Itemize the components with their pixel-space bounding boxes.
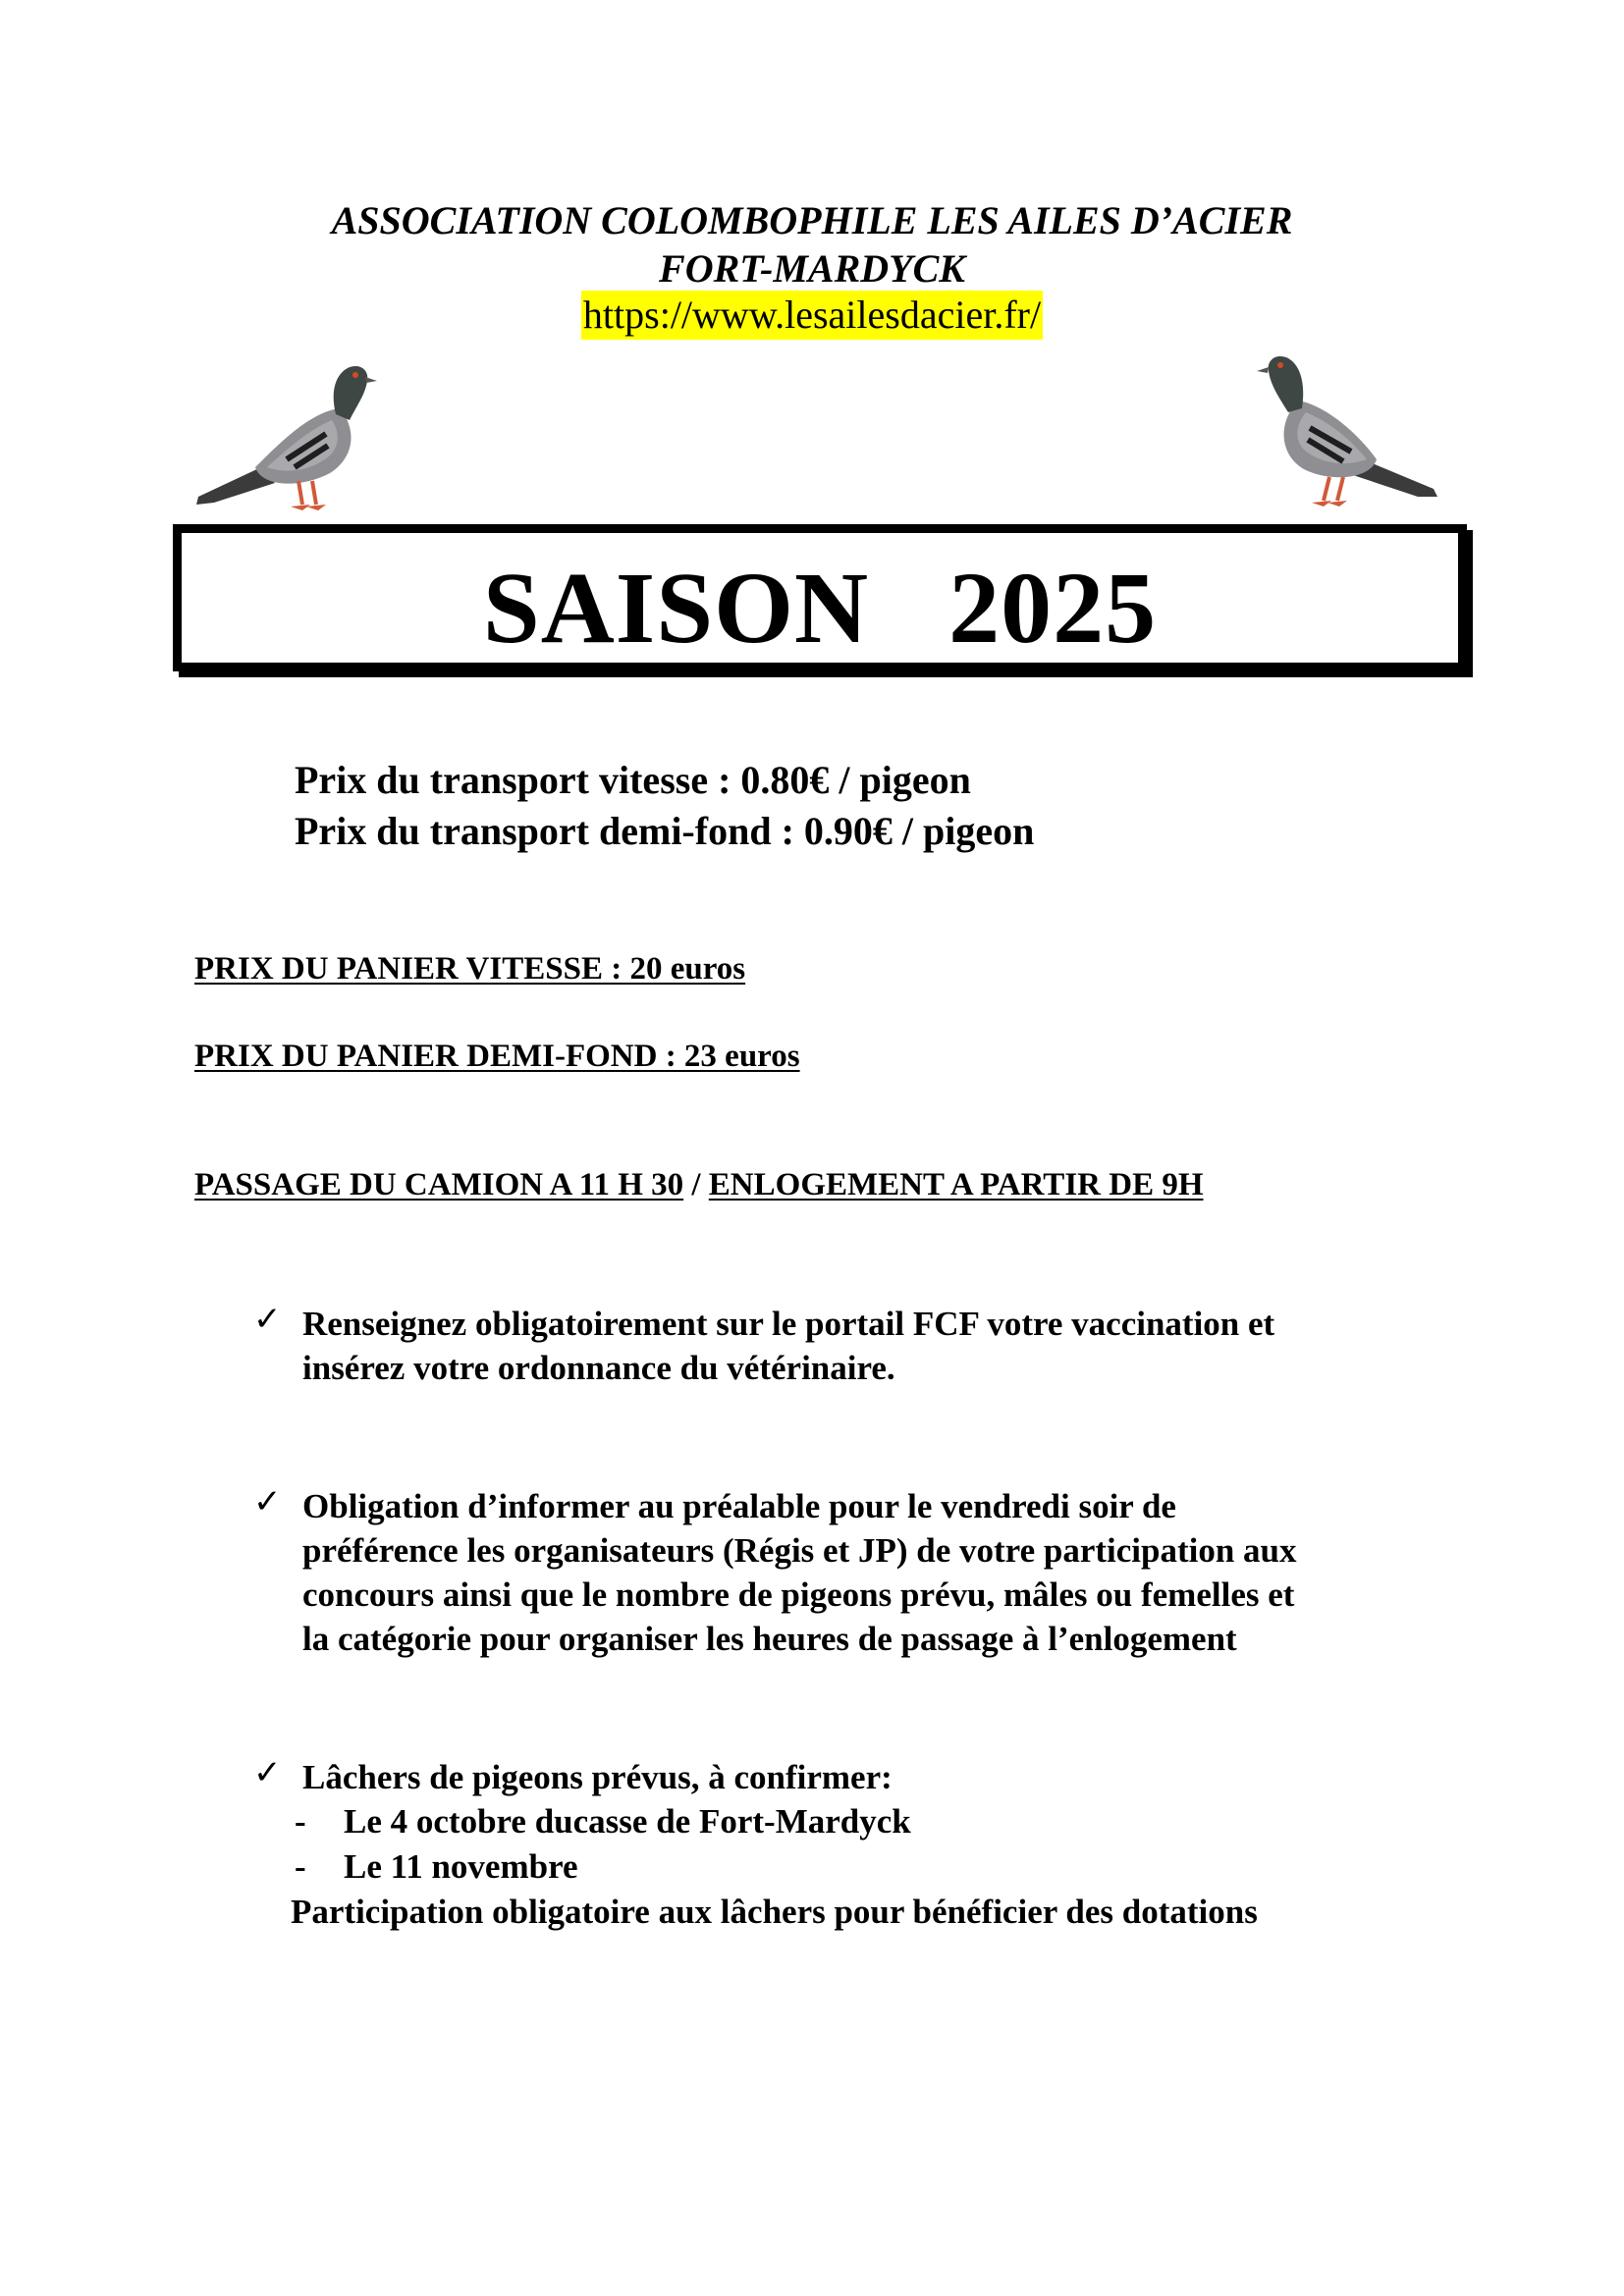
association-name: ASSOCIATION COLOMBOPHILE LES AILES D’ACIER xyxy=(331,198,1293,242)
closing-note: Participation obligatoire aux lâchers pour bénéficier des dotations xyxy=(291,1893,1258,1931)
release-date-item: Le 4 octobre ducasse de Fort-Mardyck xyxy=(344,1802,911,1841)
instruction-line: Obligation d’informer au préalable pour le vendredi soir de xyxy=(302,1487,1176,1525)
instruction-releases xyxy=(302,1755,1432,1799)
basket-price-demi-fond xyxy=(194,1036,800,1077)
schedule-separator: / xyxy=(683,1167,709,1202)
season-banner xyxy=(173,524,1467,671)
transport-price-vitesse: Prix du transport vitesse : 0.80€ / pigeon xyxy=(295,758,971,802)
association-city: FORT-MARDYCK xyxy=(659,246,965,291)
season-title: SAISON 2025 xyxy=(482,552,1158,665)
instruction-line: la catégorie pour organiser les heures de passage à l’enlogement xyxy=(302,1620,1237,1658)
check-icon: ✓ xyxy=(253,1753,282,1792)
instruction-vaccination xyxy=(302,1302,1432,1390)
instruction-line: Lâchers de pigeons prévus, à confirmer: xyxy=(302,1758,893,1796)
release-date-item: Le 11 novembre xyxy=(344,1847,578,1886)
basket-price-vitesse-text: PRIX DU PANIER VITESSE : 20 euros xyxy=(194,951,746,987)
instruction-line: concours ainsi que le nombre de pigeons prévu, mâles ou femelles et xyxy=(302,1575,1295,1614)
truck-time: PASSAGE DU CAMION A 11 H 30 xyxy=(194,1167,684,1202)
basketing-time: ENLOGEMENT A PARTIR DE 9H xyxy=(708,1167,1204,1202)
instruction-participation xyxy=(302,1484,1432,1661)
website-wrapper xyxy=(0,291,1624,340)
pigeon-right-image xyxy=(1255,342,1441,528)
basket-price-vitesse xyxy=(194,948,745,989)
instruction-line: Renseignez obligatoirement sur le portail FCF votre vaccination et xyxy=(302,1305,1275,1343)
basket-price-demi-fond-text: PRIX DU PANIER DEMI-FOND : 23 euros xyxy=(194,1039,800,1074)
list-dash: - xyxy=(295,1802,306,1841)
schedule-line xyxy=(194,1164,1204,1205)
check-icon: ✓ xyxy=(253,1300,282,1339)
instruction-line: insérez votre ordonnance du vétérinaire. xyxy=(302,1349,895,1387)
website-link[interactable]: https://www.lesailesdacier.fr/ xyxy=(581,291,1043,340)
transport-price-demi-fond: Prix du transport demi-fond : 0.90€ / pigeon xyxy=(295,809,1035,853)
instruction-line: préférence les organisateurs (Régis et JP) de votre participation aux xyxy=(302,1531,1297,1570)
check-icon: ✓ xyxy=(253,1482,282,1522)
pigeon-left-image xyxy=(192,351,379,528)
list-dash: - xyxy=(295,1847,306,1886)
